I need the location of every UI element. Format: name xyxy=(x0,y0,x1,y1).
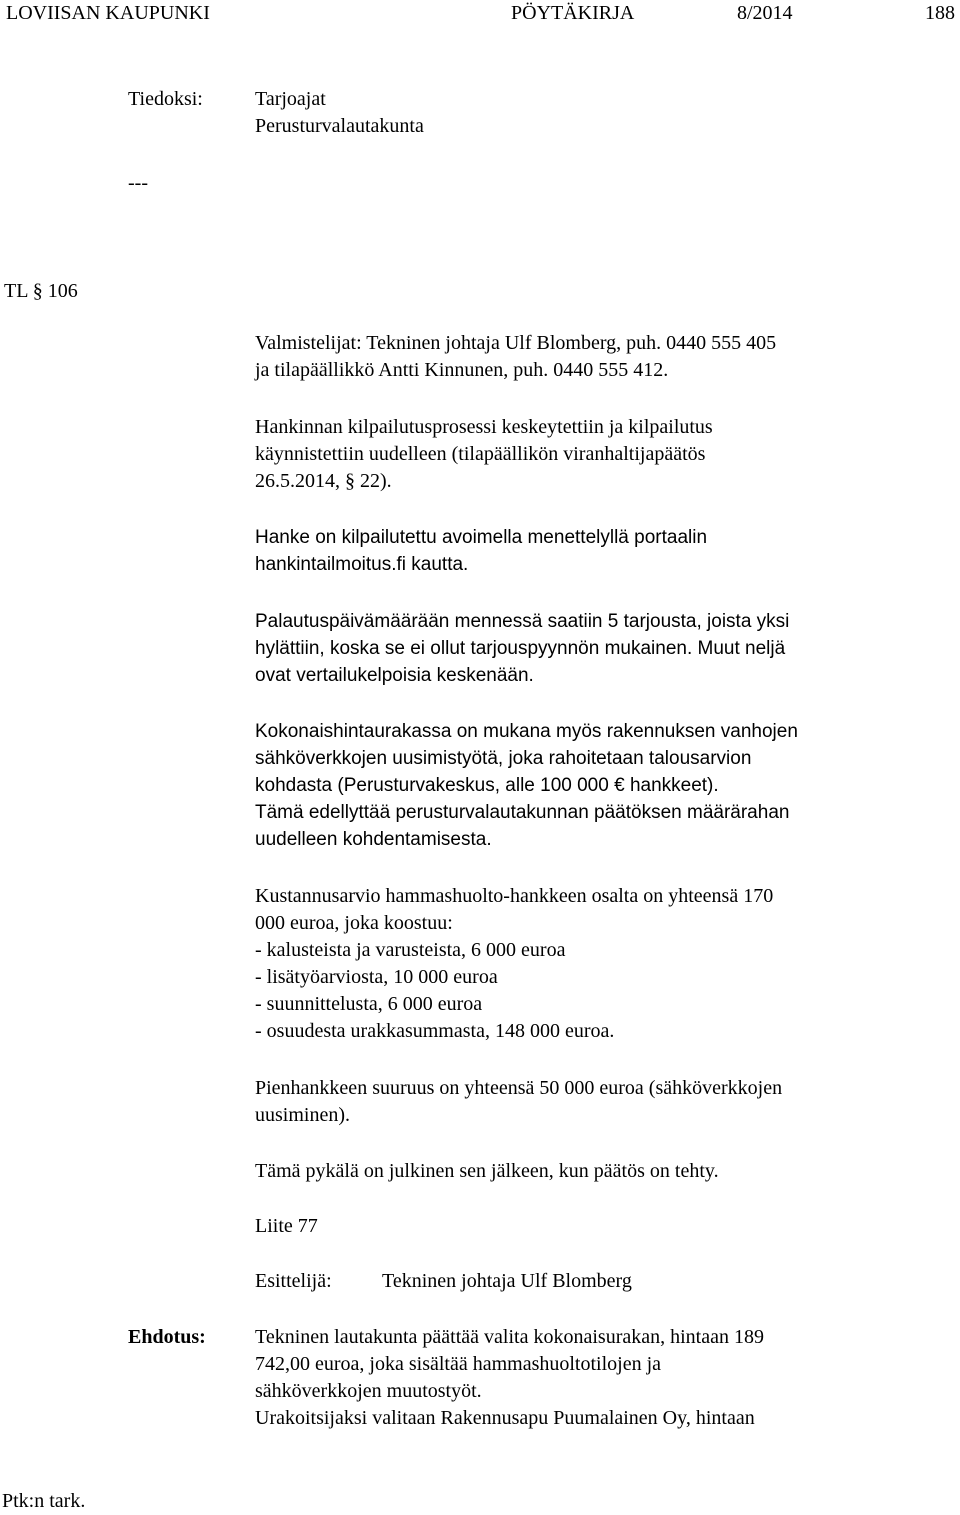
list-item: - osuudesta urakkasummasta, 148 000 euroa. xyxy=(255,1020,615,1042)
text-line: hylättiin, koska se ei ollut tarjouspyynnön mukainen. Muut neljä xyxy=(255,638,786,659)
paragraph-procedure xyxy=(255,524,707,578)
text-line: Hanke on kilpailutettu avoimella menettelyllä portaalin xyxy=(255,527,708,548)
text-line: Kustannusarvio hammashuolto-hankkeen osalta on yhteensä 170 xyxy=(255,885,774,907)
text-line: Urakoitsijaksi valitaan Rakennusapu Puumalainen Oy, hintaan xyxy=(255,1407,755,1429)
paragraph-cost-estimate xyxy=(255,883,773,1045)
attachment: Liite 77 xyxy=(255,1215,318,1237)
notice-label: Tiedoksi: xyxy=(128,88,203,110)
recipient: Perusturvalautakunta xyxy=(255,115,424,137)
text-line: 000 euroa, joka koostuu: xyxy=(255,912,453,934)
text-line: sähköverkkojen muutostyöt. xyxy=(255,1380,482,1402)
list-item: - lisätyöarviosta, 10 000 euroa xyxy=(255,966,498,988)
text-line: Tekninen lautakunta päättää valita kokonaisurakan, hintaan 189 xyxy=(255,1326,764,1348)
paragraph-public xyxy=(255,1158,719,1185)
list-item: - kalusteista ja varusteista, 6 000 euroa xyxy=(255,939,566,961)
text-line: sähköverkkojen uusimistyötä, joka rahoitetaan talousarvion xyxy=(255,748,752,769)
text-line: käynnistettiin uudelleen (tilapäällikön viranhaltijapäätös xyxy=(255,443,706,465)
meeting-number: 8/2014 xyxy=(737,2,793,24)
proposal-label: Ehdotus: xyxy=(128,1326,206,1348)
presenter-label: Esittelijä: xyxy=(255,1270,332,1292)
text-line: 26.5.2014, § 22). xyxy=(255,470,392,492)
notice-recipients xyxy=(255,86,424,140)
text-line: 742,00 euroa, joka sisältää hammashuoltotilojen ja xyxy=(255,1353,662,1375)
prepared-by xyxy=(255,330,776,384)
list-item: - suunnittelusta, 6 000 euroa xyxy=(255,993,483,1015)
paragraph-process xyxy=(255,414,713,495)
text-line: Hankinnan kilpailutusprosessi keskeytettiin ja kilpailutus xyxy=(255,416,713,438)
text-line: uusiminen). xyxy=(255,1104,350,1126)
text-line: hankintailmoitus.fi kautta. xyxy=(255,554,469,575)
section-id: TL § 106 xyxy=(4,280,78,302)
text-line: kohdasta (Perusturvakeskus, alle 100 000 € hankkeet). xyxy=(255,775,719,796)
text-line: Tämä edellyttää perusturvalautakunnan päätöksen määrärahan xyxy=(255,802,790,823)
text-line: ja tilapäällikkö Antti Kinnunen, puh. 0440 555 412. xyxy=(255,359,669,381)
doc-type: PÖYTÄKIRJA xyxy=(511,2,635,24)
org-name: LOVIISAN KAUPUNKI xyxy=(6,2,210,24)
text-line: Valmistelijat: Tekninen johtaja Ulf Blomberg, puh. 0440 555 405 xyxy=(255,332,777,354)
paragraph-small-project xyxy=(255,1075,782,1129)
text-line: ovat vertailukelpoisia keskenään. xyxy=(255,665,534,686)
page-number: 188 xyxy=(925,2,955,24)
recipient: Tarjoajat xyxy=(255,88,326,110)
footer-note: Ptk:n tark. xyxy=(2,1490,86,1512)
text-line: Kokonaishintaurakassa on mukana myös rakennuksen vanhojen xyxy=(255,721,798,742)
separator: --- xyxy=(128,172,148,194)
paragraph-bids xyxy=(255,608,789,689)
text-line: Palautuspäivämäärään mennessä saatiin 5 tarjousta, joista yksi xyxy=(255,611,790,632)
paragraph-total-price xyxy=(255,718,798,853)
text-line: uudelleen kohdentamisesta. xyxy=(255,829,492,850)
text-line: Pienhankkeen suuruus on yhteensä 50 000 euroa (sähköverkkojen xyxy=(255,1077,783,1099)
presenter-name: Tekninen johtaja Ulf Blomberg xyxy=(382,1270,632,1292)
proposal-text xyxy=(255,1324,764,1432)
text-line: Tämä pykälä on julkinen sen jälkeen, kun päätös on tehty. xyxy=(255,1160,719,1182)
